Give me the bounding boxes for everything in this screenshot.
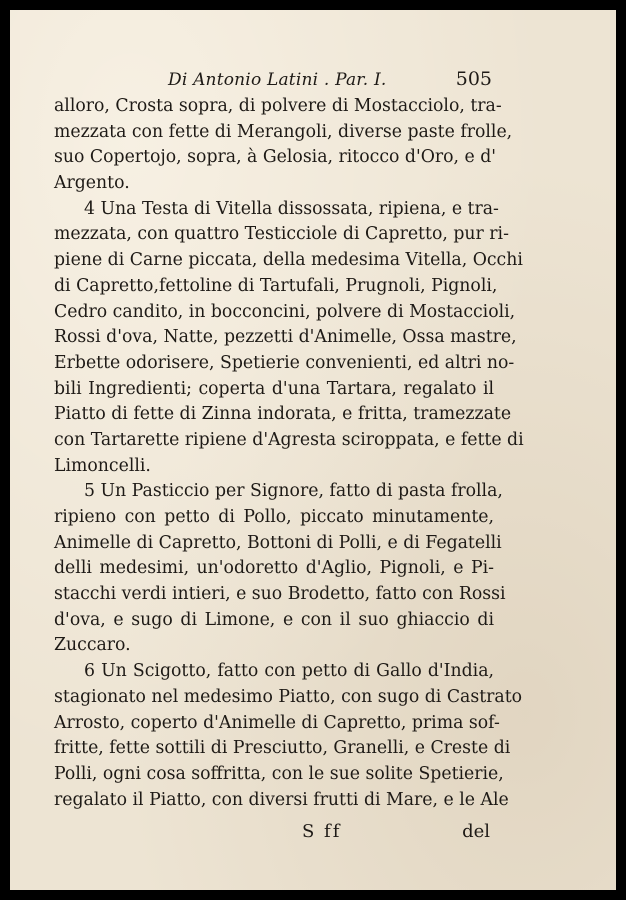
text-line: Cedro candito, in bocconcini, polvere di Mostaccioli, — [54, 301, 516, 322]
running-head — [54, 68, 494, 94]
text-line: fritte, fette sottili di Presciutto, Granelli, e Creste di — [54, 738, 511, 759]
page-number: 505 — [455, 68, 492, 90]
text-line: mezzata con fette di Merangoli, diverse paste frolle, — [54, 121, 513, 142]
text-line: stagionato nel medesimo Piatto, con sugo di Castrato — [54, 686, 523, 707]
text-line: Erbette odorisere, Spetierie convenienti, ed altri no- — [54, 352, 515, 373]
page-text-block — [54, 68, 524, 849]
text-line: con Tartarette ripiene d'Agresta sciroppata, e fette di — [54, 429, 524, 450]
page-footer — [54, 819, 494, 849]
text-line: suo Copertojo, sopra, à Gelosia, ritocco d'Oro, e d' — [54, 147, 497, 168]
text-line: Piatto di fette di Zinna indorata, e fritta, tramezzate — [54, 404, 512, 425]
text-line-item-5: 5 Un Pasticcio per Signore, fatto di pasta frolla, — [84, 481, 503, 502]
text-line: alloro, Crosta sopra, di polvere di Mostacciolo, tra- — [54, 96, 502, 116]
text-line: Arrosto, coperto d'Animelle di Capretto, prima sof- — [54, 712, 500, 733]
text-line: Animelle di Capretto, Bottoni di Polli, e di Fegatelli — [54, 532, 502, 553]
text-line: delli medesimi, un'odoretto d'Aglio, Pignoli, e Pi- — [54, 558, 494, 579]
text-line: di Capretto,fettoline di Tartufali, Prugnoli, Pignoli, — [54, 275, 498, 296]
text-line: Rossi d'ova, Natte, pezzetti d'Animelle, Ossa mastre, — [54, 327, 517, 348]
text-line: regalato il Piatto, con diversi frutti di Mare, e le Ale — [54, 789, 509, 810]
text-line: bili Ingredienti; coperta d'una Tartara, regalato il — [54, 378, 494, 399]
text-line: stacchi verdi intieri, e suo Brodetto, fatto con Rossi — [54, 584, 506, 605]
running-title: Di Antonio Latini . Par. I. — [168, 70, 387, 90]
catchword: del — [462, 821, 490, 843]
text-line: d'ova, e sugo di Limone, e con il suo ghiaccio di — [54, 609, 494, 630]
text-line-item-4: 4 Una Testa di Vitella dissossata, ripiena, e tra- — [84, 198, 499, 219]
text-line: Polli, ogni cosa soffritta, con le sue solite Spetierie, — [54, 763, 504, 784]
text-line-item-6: 6 Un Scigotto, fatto con petto di Gallo d'India, — [84, 661, 494, 682]
text-line: Argento. — [54, 173, 130, 194]
text-line: mezzata, con quattro Testicciole di Capretto, pur ri- — [54, 224, 509, 245]
text-line: Limoncelli. — [54, 455, 151, 476]
signature-mark: S ff — [302, 821, 342, 843]
text-line: ripieno con petto di Pollo, piccato minutamente, — [54, 507, 494, 527]
text-line: piene di Carne piccata, della medesima Vitella, Occhi — [54, 250, 523, 271]
book-page — [10, 10, 616, 890]
text-line: Zuccaro. — [54, 635, 131, 656]
